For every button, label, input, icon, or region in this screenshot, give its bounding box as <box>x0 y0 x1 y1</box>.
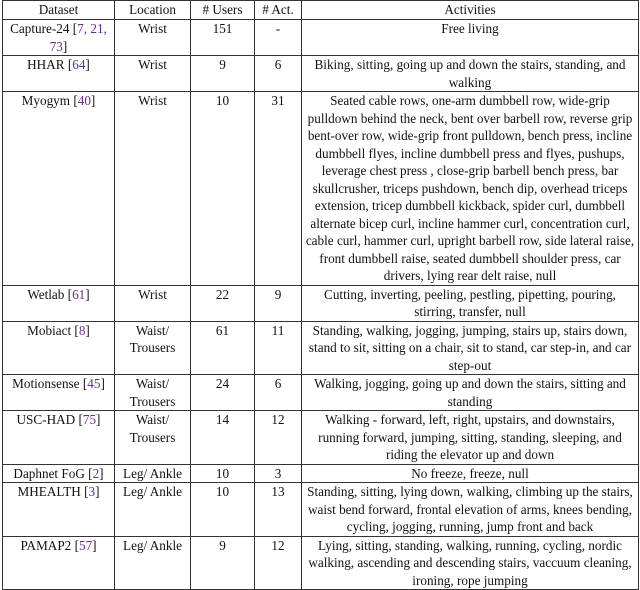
cell-dataset: Mobiact [8] <box>3 321 115 375</box>
cell-location: Waist/ Trousers <box>115 375 191 411</box>
datasets-table-container <box>2 0 638 590</box>
table-row <box>3 411 639 465</box>
cell-users: 61 <box>191 321 255 375</box>
datasets-table <box>2 0 639 590</box>
cell-activities-count: 6 <box>255 375 302 411</box>
header-location: Location <box>115 1 191 20</box>
cell-activities: Seated cable rows, one-arm dumbbell row, wide-grip pulldown behind the neck, bent over barbell row, reverse grip bent-over row, wide-grip front pulldown, bench press, incline dumbbell flyes, incline dumbbell press and flyes, pushups, leverage chest press , close-grip barbell bench press, bar skullcrusher, triceps pushdown, bench dip, overhead triceps extension, tricep dumbbell kickback, spider curl, dumbbell alternate bicep curl, incline hammer curl, concentration curl, cable curl, hammer curl, upright barbell row, side lateral raise, front dumbbell raise, seated dumbbell shoulder press, car drivers, lying rear delt raise, null <box>302 92 639 286</box>
table-row <box>3 321 639 375</box>
cell-activities-count: 12 <box>255 536 302 590</box>
cell-users: 22 <box>191 285 255 321</box>
table-row <box>3 536 639 590</box>
dataset-name: Motionsense <box>12 376 80 391</box>
citation-link[interactable]: 75 <box>82 412 97 427</box>
cell-dataset: Daphnet FoG [2] <box>3 464 115 483</box>
cell-dataset: PAMAP2 [57] <box>3 536 115 590</box>
cell-activities: Walking, jogging, going up and down the stairs, sitting and standing <box>302 375 639 411</box>
dataset-name: USC-HAD <box>16 412 76 427</box>
citation-link[interactable]: 8 <box>78 322 86 338</box>
citation-link[interactable]: 45 <box>87 376 101 391</box>
cell-location: Waist/ Trousers <box>115 411 191 465</box>
cell-activities-count: 11 <box>255 321 302 375</box>
cell-location: Leg/ Ankle <box>115 464 191 483</box>
citation-link[interactable]: 61 <box>72 286 86 302</box>
dataset-name: PAMAP2 <box>20 537 72 553</box>
cell-activities: Standing, walking, jogging, jumping, stairs up, stairs down, stand to sit, sitting on a chair, sit to stand, car step-in, and car step-out <box>302 321 639 375</box>
table-row <box>3 375 639 411</box>
table-row <box>3 285 639 321</box>
dataset-name: Capture-24 <box>10 21 70 36</box>
table-row <box>3 56 639 92</box>
cell-activities: Standing, sitting, lying down, walking, climbing up the stairs, waist bend forward, frontal elevation of arms, knees bending, cycling, jogging, running, jump front and back <box>302 483 639 537</box>
table-row <box>3 20 639 56</box>
cell-location: Wrist <box>115 92 191 286</box>
cell-dataset: Motionsense [45] <box>3 375 115 411</box>
cell-activities: Biking, sitting, going up and down the stairs, standing, and walking <box>302 56 639 92</box>
cell-users: 9 <box>191 536 255 590</box>
table-row <box>3 92 639 286</box>
citation-link[interactable]: 7, 21, 73 <box>49 21 107 54</box>
cell-dataset: Wetlab [61] <box>3 285 115 321</box>
cell-users: 10 <box>191 464 255 483</box>
cell-activities-count: 9 <box>255 285 302 321</box>
cell-users: 14 <box>191 411 255 465</box>
header-dataset: Dataset <box>3 1 115 20</box>
table-row <box>3 464 639 483</box>
cell-location: Leg/ Ankle <box>115 536 191 590</box>
header-activities: Activities <box>302 1 639 20</box>
cell-dataset: Capture-24 [7, 21, 73] <box>3 20 115 56</box>
cell-location: Waist/ Trousers <box>115 321 191 375</box>
dataset-name: Mobiact <box>27 322 72 338</box>
cell-users: 10 <box>191 483 255 537</box>
citation-link[interactable]: 40 <box>77 93 91 108</box>
header-activities-count: # Act. <box>255 1 302 20</box>
cell-dataset: Myogym [40] <box>3 92 115 286</box>
cell-location: Wrist <box>115 56 191 92</box>
cell-location: Wrist <box>115 285 191 321</box>
dataset-name: HHAR <box>27 57 65 72</box>
header-users: # Users <box>191 1 255 20</box>
dataset-name: Myogym <box>21 93 71 108</box>
cell-location: Wrist <box>115 20 191 56</box>
citation-link[interactable]: 2 <box>92 465 100 481</box>
cell-activities-count: 12 <box>255 411 302 465</box>
cell-users: 151 <box>191 20 255 56</box>
citation-link[interactable]: 3 <box>88 484 96 499</box>
citation-link[interactable]: 57 <box>78 537 93 553</box>
table-row <box>3 483 639 537</box>
cell-location: Leg/ Ankle <box>115 483 191 537</box>
cell-activities: Walking - forward, left, right, upstairs, and downstairs, running forward, jumping, sitting, standing, sleeping, and riding the elevator up and down <box>302 411 639 465</box>
cell-activities: Free living <box>302 20 639 56</box>
cell-dataset: USC-HAD [75] <box>3 411 115 465</box>
cell-activities: Lying, sitting, standing, walking, running, cycling, nordic walking, ascending and descending stairs, vaccuum cleaning, ironing, rope jumping <box>302 536 639 590</box>
cell-activities: Cutting, inverting, peeling, pestling, pipetting, pouring, stirring, transfer, null <box>302 285 639 321</box>
dataset-name: Daphnet FoG <box>13 465 85 481</box>
cell-users: 10 <box>191 92 255 286</box>
cell-users: 9 <box>191 56 255 92</box>
dataset-name: Wetlab <box>27 286 65 302</box>
cell-activities-count: 6 <box>255 56 302 92</box>
cell-activities-count: 31 <box>255 92 302 286</box>
cell-dataset: HHAR [64] <box>3 56 115 92</box>
cell-activities: No freeze, freeze, null <box>302 464 639 483</box>
cell-dataset: MHEALTH [3] <box>3 483 115 537</box>
citation-link[interactable]: 64 <box>72 57 86 72</box>
cell-activities-count: 13 <box>255 483 302 537</box>
table-body <box>3 20 639 590</box>
cell-activities-count: 3 <box>255 464 302 483</box>
header-row <box>3 1 639 20</box>
dataset-name: MHEALTH <box>17 484 81 499</box>
cell-activities-count: - <box>255 20 302 56</box>
cell-users: 24 <box>191 375 255 411</box>
